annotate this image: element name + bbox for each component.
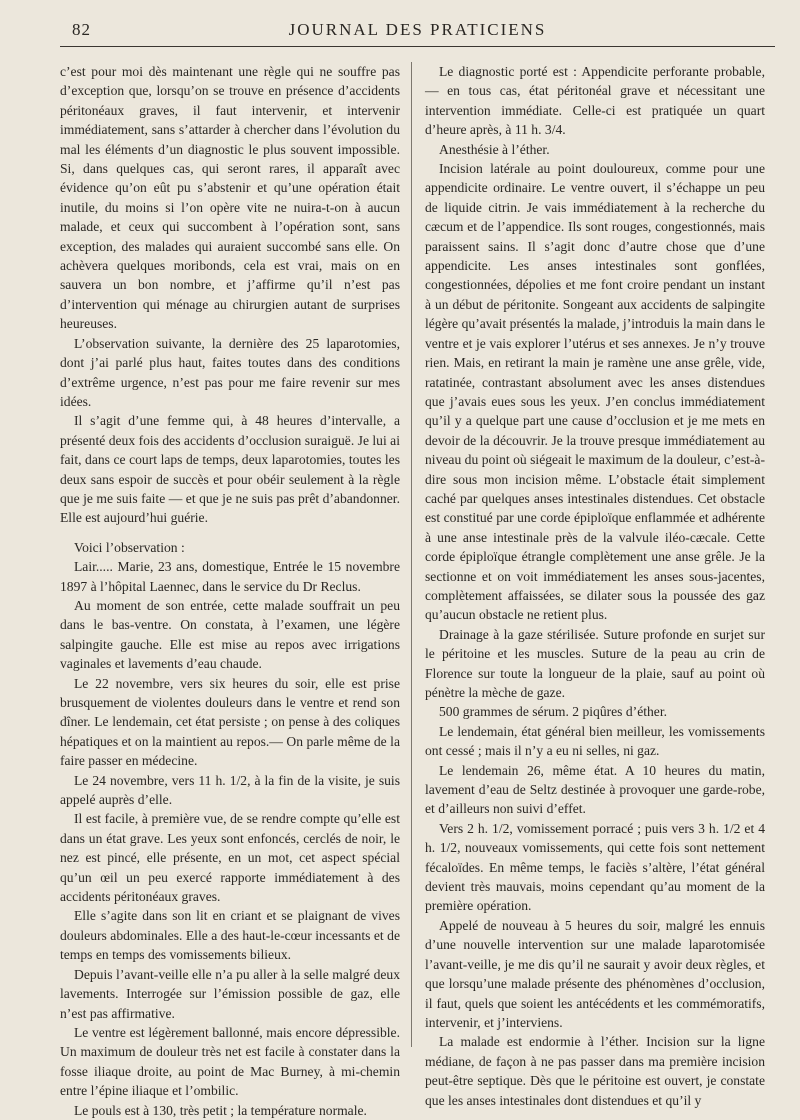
paragraph: Voici l’observation : [74, 539, 185, 555]
page-number: 82 [72, 20, 91, 39]
paragraph: Drainage à la gaze stérilisée. Suture profonde en surjet sur le péritoine et les muscles. Suture de la peau au crin de Florence sur toute la longueur de la plaie, sauf au point où pénètre la mèche de gaze. [425, 626, 765, 700]
paragraph: Le 24 novembre, vers 11 h. 1/2, à la fin de la visite, je suis appelé auprès d’elle. [60, 772, 400, 808]
paragraph: Le diagnostic porté est : Appendicite perforante probable, — en tous cas, état péritonéal grave et nécessitant une intervention immédiate. Celle-ci est pratiquée un quart d’heure après, à 11 h. 3/4. [425, 64, 765, 138]
paragraph: L’observation suivante, la dernière des 25 laparotomies, dont j’ai parlé plus haut, faites toutes dans des conditions d’extrême urgence, n’est pas pour me faire revenir sur mes idées. [60, 335, 400, 409]
paragraph: Le pouls est à 130, très petit ; la température normale. [74, 1102, 367, 1118]
paragraph: Il est facile, à première vue, de se rendre compte qu’elle est dans un état grave. Les yeux sont enfoncés, cerclés de noir, le nez est pincé, elle présente, en un mot, cet aspect spécial qu’un œil un peu exercé rapporte immédiatement à des accidents péritonéaux graves. [60, 811, 400, 905]
paragraph: Vers 2 h. 1/2, vomissement porracé ; puis vers 3 h. 1/2 et 4 h. 1/2, nouveaux vomissements, qui cette fois sont nettement fécaloïdes. En même temps, le faciès s’altère, l’état général devient très mauvais, moins cependant qu’au moment de la première opération. [425, 820, 765, 914]
paragraph: Anesthésie à l’éther. [439, 141, 550, 157]
running-header [60, 18, 775, 46]
paragraph: 500 grammes de sérum. 2 piqûres d’éther. [439, 704, 668, 720]
header-rule [60, 46, 775, 47]
paragraph: Le ventre est légèrement ballonné, mais encore dépressible. Un maximum de douleur très net est facile à constater dans la fosse iliaque droite, au point de Mac Burney, à mi-chemin entre l’épine iliaque et l’ombilic. [60, 1024, 400, 1099]
paragraph: Le lendemain, état général bien meilleur, les vomissements ont cessé ; mais il n’y a eu ni selles, ni gaz. [425, 723, 765, 759]
paragraph: Le 22 novembre, vers six heures du soir, elle est prise brusquement de violentes douleurs dans le ventre et rend son dîner. Le lendemain, cet état persiste ; on pense à des coliques hépatiques et on la maintient au repos.— On parle même de la faire passer en médecine. [60, 675, 400, 769]
paragraph: Au moment de son entrée, cette malade souffrait un peu dans le bas-ventre. On constata, à l’examen, une légère salpingite gauche. Elle est mise au repos avec irrigations vaginales et lavements d’eau chaude. [60, 597, 400, 672]
paragraph: Appelé de nouveau à 5 heures du soir, malgré les ennuis d’une nouvelle intervention sur une malade laparotomisée l’avant-veille, je me dis qu’il ne saurait y avoir deux règles, et que lorsqu’une malade présente des phénomènes d’occlusion, il faut, quels que soient les antécédents et les commémoratifs, intervenir, et j’interviens. [425, 917, 765, 1030]
right-column [425, 62, 765, 1110]
paragraph: Depuis l’avant-veille elle n’a pu aller à la selle malgré deux lavements. Interrogée sur l’émission possible de gaz, elle n’est pas affirmative. [60, 966, 400, 1021]
paragraph: Il s’agit d’une femme qui, à 48 heures d’intervalle, a présenté deux fois des accidents d’occlusion suraiguë. Je lui ai fait, dans ce court laps de temps, deux laparotomies, toutes les deux sans espoir de succès et pour obéir seulement à la règle que je me suis faite — et que je ne suis pas prêt d’abandonner. Elle est aujourd’hui guérie. [60, 413, 400, 526]
journal-title: JOURNAL DES PRATICIENS [288, 20, 547, 39]
left-column [60, 62, 400, 1120]
paragraph: c’est pour moi dès maintenant une règle qui ne souffre pas d’exception que, lorsqu’on se trouve en présence d’accidents péritonéaux graves, il faut intervenir, et intervenir immédiatement, sans s’attarder à chercher dans l’évolution du mal les éléments d’un diagnostic le plus souvent impossible. Si, dans quelques cas, qui seront rares, il apparaît avec évidence qu’on eût pu s’abstenir et qu’une opération était inutile, du moins si l’on opère vite ne nuira-t-on à aucun malade, et ceux qui succombent à l’opération sont, sans exception, des malades qui auraient succombé sans elle. On achèvera quelques moribonds, cela est vrai, mais on en sauvera un bon nombre, et j’affirme qu’il n’est pas d’intervention qui ménage au chirurgien autant de surprises heureuses. [60, 64, 400, 332]
paragraph: Elle s’agite dans son lit en criant et se plaignant de vives douleurs abdominales. Elle a des haut-le-cœur incessants et de temps en temps des vomissements bilieux. [60, 908, 400, 963]
paragraph: La malade est endormie à l’éther. Incision sur la ligne médiane, de façon à ne pas passer dans ma première incision peut-être septique. Dès que le péritoine est ouvert, je constate que les anses intestinales dont distendues et qu’il y [425, 1034, 765, 1108]
paragraph: Le lendemain 26, même état. A 10 heures du matin, lavement d’eau de Seltz destinée à provoquer une garde-robe, et d’ailleurs non suivi d’effet. [425, 762, 765, 817]
column-divider [411, 62, 412, 1047]
paragraph: Lair..... Marie, 23 ans, domestique, Entrée le 15 novembre 1897 à l’hôpital Laennec, dans le service du Dr Reclus. [60, 559, 400, 594]
paragraph: Incision latérale au point douloureux, comme pour une appendicite ordinaire. Le ventre ouvert, il s’échappe un peu de liquide citrin. Je vais immédiatement à la recherche du cæcum et de l’appendice. Ils sont rouges, congestionnés, mais paraissent sains. Il s’agit donc d’autre chose que d’une appendicite. Les anses intestinales sont gonflées, congestionnées, dépolies et me font croire pendant un instant à un début de péritonite. Songeant aux accidents de salpingite légère qu’avait présentés la malade, j’introduis la main dans le ventre et je vais explorer l’utérus et ses annexes. Je n’y trouve rien. Mais, en retirant la main je ramène une anse grêle, vide, ratatinée, contrastant absolument avec les anses distendues que j’avais eues sous les yeux. J’en conclus immédiatement qu’il y a quelque part une cause d’occlusion et je me mets en devoir de la découvrir. Je la trouve presque immédiatement au niveau du point où siégeait le maximum de la douleur, c’est-à-dire sous mon incision même. L’obstacle était simplement caché par quelques anses intestinales distendues. Cet obstacle est constitué par une corde épiploïque enflammée et adhérente à une anse intestinale près de la valvule iléo-cæcale. Cette corde épiploïque étrangle complètement une anse grêle. Je la sectionne et on voit immédiatement les anses sous-jacentes, complètement affaissées, se dilater sous la poussée des gaz qu’aucun obstacle ne retient plus. [425, 161, 765, 623]
